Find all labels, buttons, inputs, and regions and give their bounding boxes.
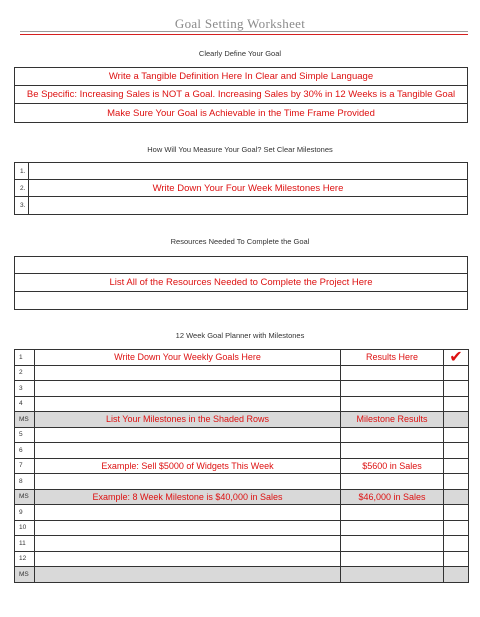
check-cell[interactable] xyxy=(444,489,469,505)
result-cell[interactable] xyxy=(341,443,444,459)
week-number: MS xyxy=(15,489,35,505)
week-number: 1 xyxy=(15,350,35,366)
weekly-goal-cell[interactable] xyxy=(35,474,341,490)
weekly-goal-cell[interactable]: List Your Milestones in the Shaded Rows xyxy=(35,412,341,428)
week-row xyxy=(15,365,469,381)
goal-definition-line[interactable]: Make Sure Your Goal is Achievable in the Time Frame Provided xyxy=(107,107,375,119)
result-cell[interactable] xyxy=(341,505,444,521)
weekly-goal-cell[interactable] xyxy=(35,567,341,583)
week-row xyxy=(15,396,469,412)
weekly-goal-cell[interactable] xyxy=(35,443,341,459)
weekly-goal-cell[interactable]: Example: 8 Week Milestone is $40,000 in Sales xyxy=(35,489,341,505)
result-cell[interactable] xyxy=(341,381,444,397)
weekly-goal-cell[interactable]: Example: Sell $5000 of Widgets This Week xyxy=(35,458,341,474)
result-cell[interactable] xyxy=(341,567,444,583)
week-number: 11 xyxy=(15,536,35,552)
week-number: MS xyxy=(15,567,35,583)
milestone-row xyxy=(15,489,469,505)
resource-line[interactable] xyxy=(15,292,467,309)
result-cell[interactable]: $46,000 in Sales xyxy=(341,489,444,505)
week-row xyxy=(15,505,469,521)
resources-box xyxy=(14,256,468,310)
milestones-box xyxy=(14,162,468,215)
weekly-planner-table xyxy=(14,349,469,583)
title-divider xyxy=(20,31,468,32)
check-cell[interactable] xyxy=(444,505,469,521)
week-row xyxy=(15,474,469,490)
check-cell[interactable] xyxy=(444,551,469,567)
week-number: 10 xyxy=(15,520,35,536)
section-heading-milestones: How Will You Measure Your Goal? Set Clear Milestones xyxy=(147,145,333,154)
check-cell[interactable] xyxy=(444,412,469,428)
checkmark-icon: ✔ xyxy=(449,349,463,365)
milestone-number: 3. xyxy=(15,197,29,214)
milestone-text[interactable] xyxy=(29,197,467,214)
weekly-goal-cell[interactable]: Write Down Your Weekly Goals Here xyxy=(35,350,341,366)
milestone-number: 1. xyxy=(15,163,29,179)
week-number: 3 xyxy=(15,381,35,397)
week-number: 2 xyxy=(15,365,35,381)
week-number: 4 xyxy=(15,396,35,412)
weekly-goal-cell[interactable] xyxy=(35,536,341,552)
milestone-row[interactable] xyxy=(15,197,467,214)
week-row xyxy=(15,350,469,366)
result-cell[interactable]: Milestone Results xyxy=(341,412,444,428)
resource-line[interactable]: List All of the Resources Needed to Complete the Project Here xyxy=(15,274,467,292)
title-divider-accent xyxy=(20,34,468,35)
week-row xyxy=(15,427,469,443)
week-number: 7 xyxy=(15,458,35,474)
week-number: MS xyxy=(15,412,35,428)
section-heading-resources: Resources Needed To Complete the Goal xyxy=(170,237,310,246)
check-cell[interactable] xyxy=(444,365,469,381)
goal-definition-box xyxy=(14,67,468,123)
week-number: 9 xyxy=(15,505,35,521)
resource-line[interactable] xyxy=(15,257,467,274)
weekly-goal-cell[interactable] xyxy=(35,381,341,397)
milestone-row[interactable] xyxy=(15,180,467,197)
milestone-row[interactable] xyxy=(15,163,467,180)
check-cell[interactable] xyxy=(444,396,469,412)
check-cell[interactable] xyxy=(444,458,469,474)
goal-definition-line[interactable]: Write a Tangible Definition Here In Clear and Simple Language xyxy=(15,68,467,86)
week-row xyxy=(15,458,469,474)
result-cell[interactable] xyxy=(341,396,444,412)
check-cell[interactable] xyxy=(444,536,469,552)
weekly-goal-cell[interactable] xyxy=(35,520,341,536)
result-cell[interactable] xyxy=(341,474,444,490)
check-cell[interactable] xyxy=(444,443,469,459)
result-cell[interactable]: Results Here xyxy=(341,350,444,366)
week-number: 12 xyxy=(15,551,35,567)
check-cell[interactable] xyxy=(444,427,469,443)
weekly-goal-cell[interactable] xyxy=(35,365,341,381)
milestone-row xyxy=(15,567,469,583)
check-cell[interactable] xyxy=(444,350,469,366)
weekly-goal-cell[interactable] xyxy=(35,505,341,521)
check-cell[interactable] xyxy=(444,520,469,536)
result-cell[interactable] xyxy=(341,536,444,552)
week-number: 8 xyxy=(15,474,35,490)
week-row xyxy=(15,536,469,552)
weekly-goal-cell[interactable] xyxy=(35,551,341,567)
week-row xyxy=(15,520,469,536)
result-cell[interactable] xyxy=(341,520,444,536)
page-title: Goal Setting Worksheet xyxy=(174,16,306,31)
check-cell[interactable] xyxy=(444,567,469,583)
week-row xyxy=(15,551,469,567)
week-number: 6 xyxy=(15,443,35,459)
weekly-goal-cell[interactable] xyxy=(35,427,341,443)
check-cell[interactable] xyxy=(444,381,469,397)
check-cell[interactable] xyxy=(444,474,469,490)
section-heading-planner: 12 Week Goal Planner with Milestones xyxy=(175,331,305,340)
milestone-number: 2. xyxy=(15,180,29,196)
result-cell[interactable] xyxy=(341,551,444,567)
result-cell[interactable]: $5600 in Sales xyxy=(341,458,444,474)
week-row xyxy=(15,443,469,459)
result-cell[interactable] xyxy=(341,365,444,381)
milestone-text[interactable] xyxy=(29,163,467,179)
milestone-text[interactable]: Write Down Your Four Week Milestones Here xyxy=(152,182,344,194)
weekly-goal-cell[interactable] xyxy=(35,396,341,412)
week-number: 5 xyxy=(15,427,35,443)
week-row xyxy=(15,381,469,397)
section-heading-define-goal: Clearly Define Your Goal xyxy=(198,49,282,58)
milestone-row xyxy=(15,412,469,428)
result-cell[interactable] xyxy=(341,427,444,443)
goal-definition-line[interactable]: Be Specific: Increasing Sales is NOT a Goal. Increasing Sales by 30% in 12 Weeks is a Tangible Goal xyxy=(15,86,467,104)
